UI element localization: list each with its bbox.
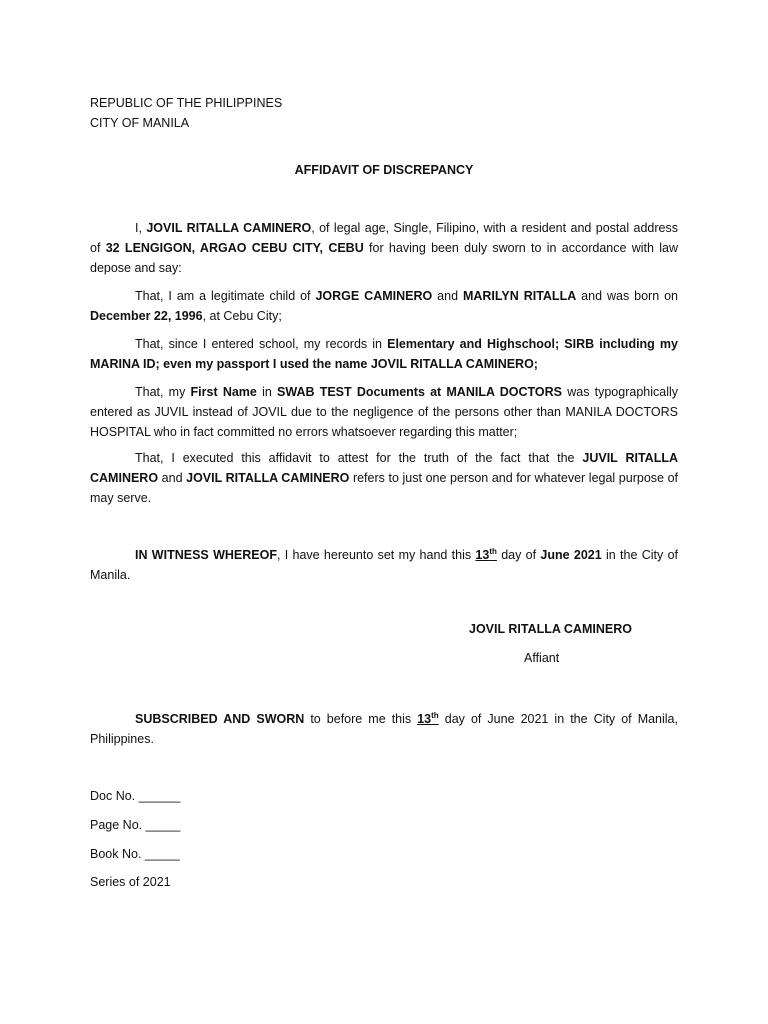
p6-text-b: , I have hereunto set my hand this <box>276 548 476 562</box>
p7-text-c: day of June 2021 in the City of Manila, Philippines. <box>90 712 678 746</box>
paragraph-intro <box>90 218 678 278</box>
father-name: JORGE CAMINERO <box>315 289 433 303</box>
paragraph-parentage <box>90 286 678 326</box>
affiant-name: JOVIL RITALLA CAMINERO <box>146 221 312 235</box>
paragraph-jurat <box>90 709 678 749</box>
doc-no: Doc No. ______ <box>90 789 181 803</box>
witness-day: 13th <box>475 546 497 562</box>
first-name-term: First Name <box>190 385 257 399</box>
birth-date: December 22, 1996 <box>90 309 203 323</box>
signature-name: JOVIL RITALLA CAMINERO <box>469 622 632 636</box>
paragraph-attestation <box>90 448 678 508</box>
document-title: AFFIDAVIT OF DISCREPANCY <box>294 163 474 177</box>
p1-text-b: , of legal age, Single, Filipino, with a resident and postal address of <box>90 221 678 255</box>
mother-name: MARILYN RITALLA <box>462 289 577 303</box>
p6-text-e: in the City of Manila. <box>90 548 678 582</box>
p3-text-a: That, since I entered school, my records in <box>135 337 388 351</box>
page-no: Page No. _____ <box>90 818 181 832</box>
p2-text-c: and was born on <box>576 289 678 303</box>
p2-text-a: That, I am a legitimate child of <box>135 289 316 303</box>
p2-text-b: and <box>432 289 463 303</box>
wrong-name: JUVIL RITALLA CAMINERO <box>90 451 678 485</box>
p7-text-b: to before me this <box>304 712 418 726</box>
subscribed-sworn: SUBSCRIBED AND SWORN <box>135 712 305 726</box>
p4-text-e: was typographically entered as JUVIL instead of JOVIL due to the negligence of the persons other than MANILA DOCTORS HOSPITAL who in fact committed no errors whatsoever regarding this matter; <box>90 385 679 439</box>
signature-role: Affiant <box>524 651 560 665</box>
book-no: Book No. _____ <box>90 847 180 861</box>
header-country: REPUBLIC OF THE PHILIPPINES <box>90 96 283 110</box>
paragraph-discrepancy <box>90 382 678 442</box>
series-of: Series of 2021 <box>90 875 171 889</box>
affiant-address: 32 LENGIGON, ARGAO CEBU CITY, CEBU <box>105 241 364 255</box>
correct-name: JOVIL RITALLA CAMINERO <box>186 471 350 485</box>
header-city: CITY OF MANILA <box>90 116 190 130</box>
p1-text-c: for having been duly sworn to in accordance with law depose and say: <box>90 241 679 275</box>
witness-month-year: June 2021 <box>540 548 602 562</box>
records-list: Elementary and Highschool; SIRB including my MARINA ID; even my passport I used the name JOVIL RITALLA CAMINERO; <box>90 337 679 371</box>
p5-text-a: That, I executed this affidavit to attest for the truth of the fact that the <box>135 451 583 465</box>
p4-text-a: That, my <box>135 385 191 399</box>
p2-text-d: , at Cebu City; <box>202 309 282 323</box>
p4-text-c: in <box>256 385 277 399</box>
swab-test-docs: SWAB TEST Documents at MANILA DOCTORS <box>277 385 563 399</box>
p1-text-a: I, <box>135 221 147 235</box>
p5-text-c: and <box>158 471 187 485</box>
p5-text-e: refers to just one person and for whatever legal purpose of may serve. <box>90 471 678 505</box>
jurat-day: 13th <box>417 710 439 726</box>
paragraph-witness <box>90 545 678 585</box>
witness-whereof: IN WITNESS WHEREOF <box>135 548 277 562</box>
p6-text-c: day of <box>496 548 541 562</box>
paragraph-records <box>90 334 678 374</box>
